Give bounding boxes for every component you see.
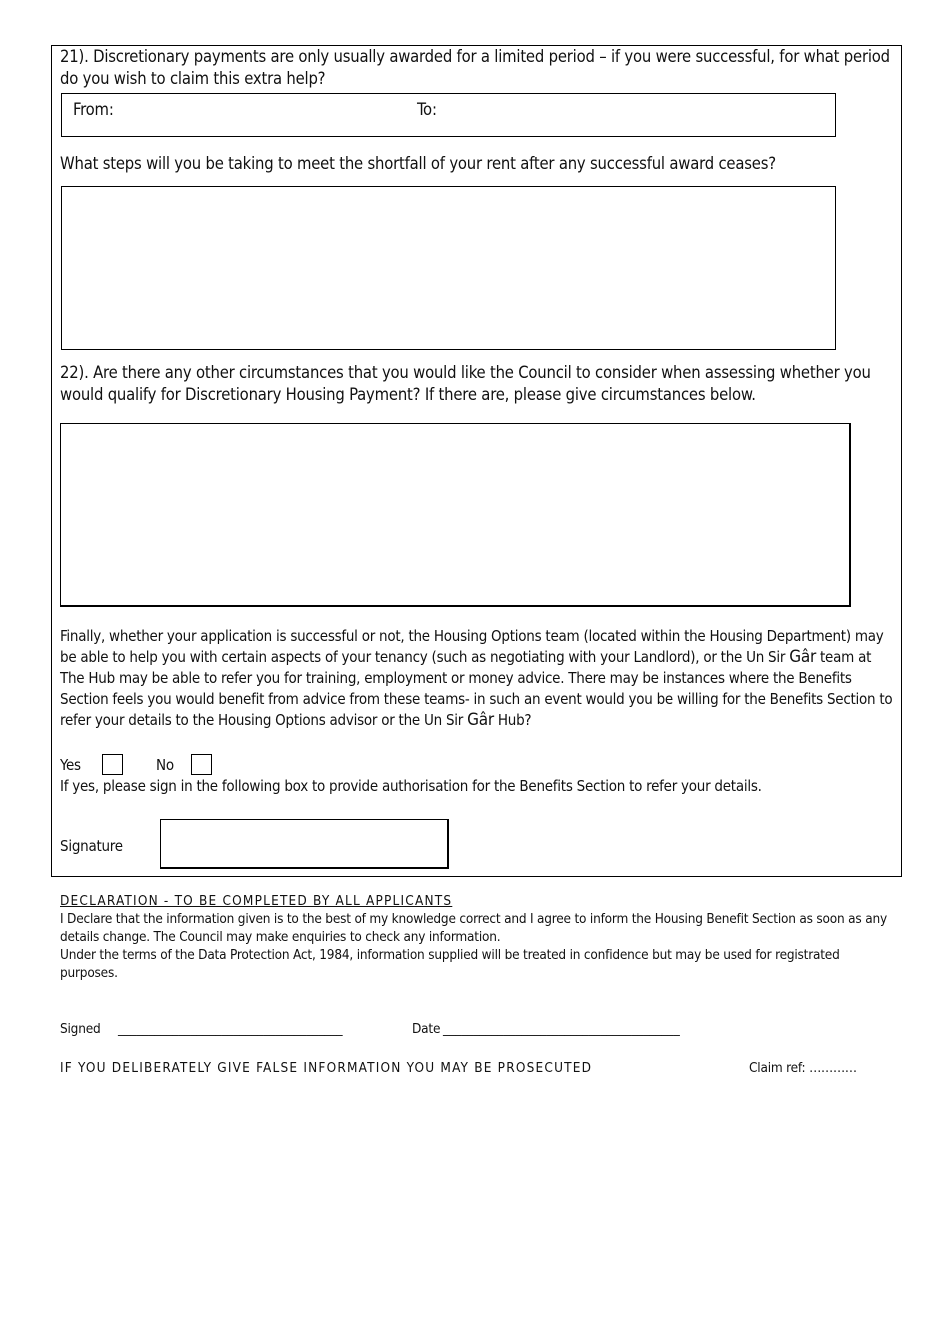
signed-line[interactable]: _____________________________________ — [118, 1021, 343, 1037]
to-label: To: — [417, 100, 437, 119]
signature-label: Signature — [60, 837, 123, 855]
gar-word: Gâr — [789, 647, 816, 667]
from-label: From: — [73, 100, 114, 119]
referral-text-2: team at The Hub may be able to refer you for training, employment or money advice. There may be instances where the Benefits Section feels you would benefit from advice from these teams- in such an event would you be willing for the Benefits Section to refer your details to the Housing Options advisor or the Un Sir — [60, 648, 893, 729]
declaration-heading: DECLARATION - TO BE COMPLETED BY ALL APPLICANTS — [60, 893, 453, 909]
declaration-paragraph-2: Under the terms of the Data Protection Act, 1984, information supplied will be treated in confidence but may be used for registrated purposes. — [60, 947, 840, 981]
false-information-warning: IF YOU DELIBERATELY GIVE FALSE INFORMATION YOU MAY BE PROSECUTED — [60, 1060, 593, 1076]
signature-box[interactable] — [160, 819, 449, 869]
question-22-text: 22). Are there any other circumstances that you would like the Council to consider when assessing whether you would qualify for Discretionary Housing Payment? If there are, please give circumstances below. — [60, 363, 871, 404]
claim-ref — [749, 1059, 857, 1077]
gar-word: Gâr — [467, 710, 494, 730]
date-label: Date — [412, 1021, 441, 1037]
referral-text-3: Hub? — [493, 711, 532, 729]
shortfall-question: What steps will you be taking to meet the shortfall of your rent after any successful award ceases? — [60, 154, 776, 173]
shortfall-answer-box[interactable] — [61, 186, 836, 350]
sign-instruction: If yes, please sign in the following box to provide authorisation for the Benefits Section to refer your details. — [60, 777, 762, 795]
declaration-paragraph-1: I Declare that the information given is to the best of my knowledge correct and I agree to inform the Housing Benefit Section as soon as any details change. The Council may make enquiries to check any information. — [60, 911, 887, 945]
signed-label: Signed — [60, 1021, 101, 1037]
referral-paragraph — [60, 626, 896, 731]
yes-label: Yes — [60, 756, 81, 774]
no-label: No — [156, 756, 174, 774]
no-checkbox[interactable] — [191, 754, 212, 775]
referral-text-1: Finally, whether your application is successful or not, the Housing Options team (located within the Housing Department) may be able to help you with certain aspects of your tenancy (such as negotiating with your Landlord), or the Un Sir — [60, 627, 884, 666]
claim-period-box[interactable] — [61, 93, 836, 137]
date-line[interactable]: _______________________________________ — [443, 1021, 680, 1037]
circumstances-answer-box[interactable] — [60, 423, 851, 607]
question-21-text: 21). Discretionary payments are only usually awarded for a limited period – if you were successful, for what period do you wish to claim this extra help? — [60, 47, 890, 88]
yes-checkbox[interactable] — [102, 754, 123, 775]
claim-ref-value: ………… — [809, 1060, 857, 1076]
claim-ref-label: Claim ref: — [749, 1060, 810, 1076]
